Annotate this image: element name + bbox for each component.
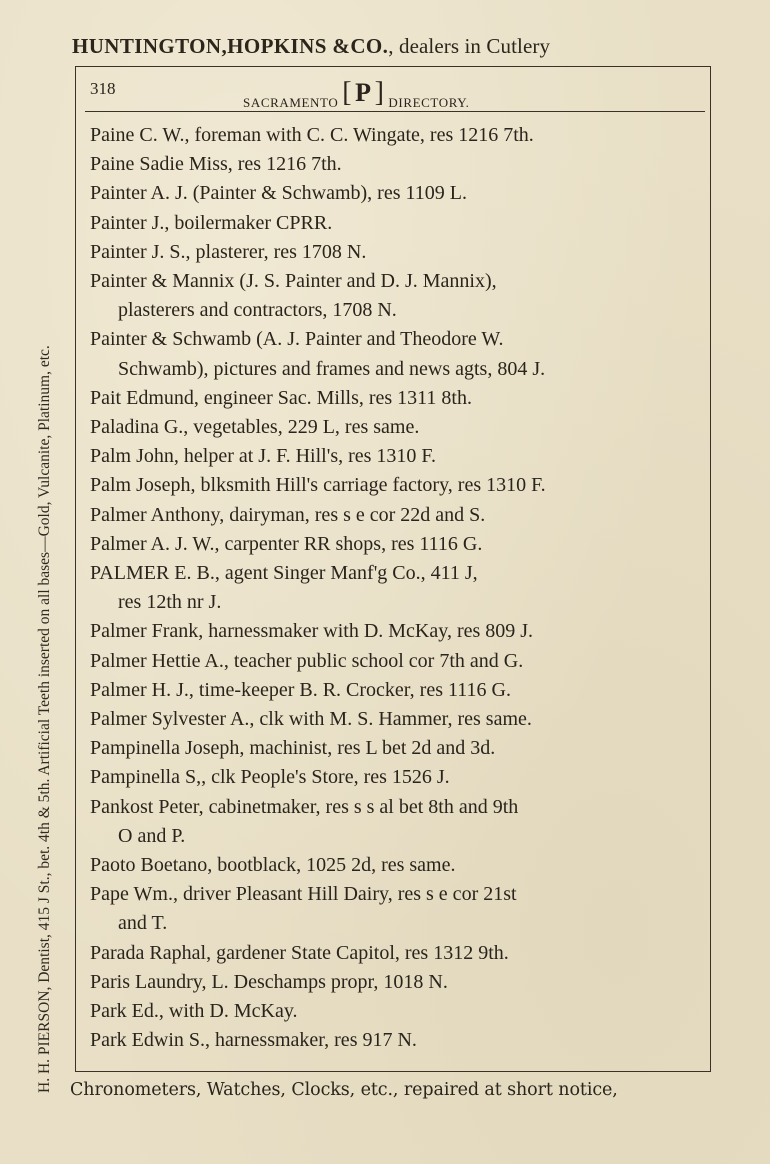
entry-text: Paine Sadie Miss, res 1216 7th. (90, 153, 342, 176)
directory-entry (90, 267, 705, 325)
directory-entry (90, 939, 705, 968)
directory-entry (90, 763, 705, 792)
entry-text: Painter A. J. (Painter & Schwamb), res 1109 L. (90, 182, 467, 205)
directory-entry (90, 676, 705, 705)
entry-text: Painter & Mannix (J. S. Painter and D. J. Mannix), (90, 270, 497, 293)
entry-text: Palmer A. J. W., carpenter RR shops, res 1116 G. (90, 532, 483, 555)
entry-continuation: O and P. (118, 824, 186, 847)
entry-text: Paris Laundry, L. Deschamps propr, 1018 N. (90, 970, 448, 993)
entry-text: Palmer Sylvester A., clk with M. S. Hammer, res same. (90, 708, 532, 731)
directory-entry (90, 997, 705, 1026)
page-number: 318 (90, 79, 116, 98)
directory-entry (90, 238, 705, 267)
entry-text: Painter J., boilermaker CPRR. (90, 211, 333, 234)
entry-text: Painter J. S., plasterer, res 1708 N. (90, 240, 367, 263)
entry-continuation: and T. (118, 912, 168, 935)
top-advertisement-banner (72, 33, 722, 59)
directory-entry (90, 647, 705, 676)
entry-text: Pampinella Joseph, machinist, res L bet 2d and 3d. (90, 737, 496, 760)
bracket-open-icon: [ (342, 77, 353, 108)
directory-entry (90, 968, 705, 997)
entry-text: Paoto Boetano, bootblack, 1025 2d, res same. (90, 854, 456, 877)
directory-entry (90, 734, 705, 763)
directory-entry (90, 559, 705, 617)
entry-continuation: Schwamb), pictures and frames and news agts, 804 J. (118, 357, 546, 380)
running-header (88, 74, 703, 108)
running-title (243, 76, 469, 108)
advertiser-name: HUNTINGTON,HOPKINS &CO. (72, 34, 389, 58)
bracket-close-icon: ] (374, 77, 385, 108)
entry-text: Parada Raphal, gardener State Capitol, res 1312 9th. (90, 941, 509, 964)
entry-text: Paine C. W., foreman with C. C. Wingate, res 1216 7th. (90, 124, 534, 146)
advertiser-tagline: , dealers in Cutlery (388, 34, 551, 58)
entry-continuation: plasterers and contractors, 1708 N. (118, 299, 397, 322)
entry-text: Palmer Frank, harnessmaker with D. McKay, res 809 J. (90, 620, 534, 643)
entry-text: Pankost Peter, cabinetmaker, res s s al bet 8th and 9th (90, 795, 519, 818)
entry-text: Palmer Anthony, dairyman, res s e cor 22d and S. (90, 503, 486, 526)
bottom-advertisement-banner: Chronometers, Watches, Clocks, etc., repaired at short notice, (70, 1080, 618, 1100)
entry-text: Palm Joseph, blksmith Hill's carriage factory, res 1310 F. (90, 474, 546, 497)
directory-entry (90, 150, 705, 179)
directory-entry (90, 384, 705, 413)
entry-text: PALMER E. B., agent Singer Manf'g Co., 411 J, (90, 562, 478, 585)
side-advertisement-banner: H. H. PIERSON, Dentist, 415 J St., bet. 4th & 5th. Artificial Teeth inserted on all bases—Gold, Vulcanite, Platinum, etc. (36, 345, 53, 1093)
entry-text: Park Ed., with D. McKay. (90, 1000, 298, 1023)
directory-entry (90, 793, 705, 851)
running-title-left: SACRAMENTO (243, 95, 339, 110)
header-divider (85, 111, 705, 112)
directory-entry (90, 325, 705, 383)
entry-text: Painter & Schwamb (A. J. Painter and Theodore W. (90, 328, 504, 351)
directory-entry (90, 1026, 705, 1055)
directory-entry (90, 851, 705, 880)
directory-entry (90, 501, 705, 530)
running-title-right: DIRECTORY. (388, 95, 470, 110)
section-letter: P (355, 78, 372, 107)
entry-text: Palm John, helper at J. F. Hill's, res 1310 F. (90, 445, 436, 468)
directory-entry (90, 705, 705, 734)
directory-entries (90, 121, 705, 1056)
directory-entry (90, 471, 705, 500)
directory-entry (90, 121, 705, 150)
entry-text: Palmer H. J., time-keeper B. R. Crocker, res 1116 G. (90, 678, 511, 701)
directory-entry (90, 179, 705, 208)
directory-entry (90, 617, 705, 646)
entry-text: Pape Wm., driver Pleasant Hill Dairy, res s e cor 21st (90, 883, 517, 906)
directory-entry (90, 530, 705, 559)
entry-text: Park Edwin S., harnessmaker, res 917 N. (90, 1029, 417, 1052)
directory-entry (90, 413, 705, 442)
entry-continuation: res 12th nr J. (118, 591, 222, 614)
entry-text: Pait Edmund, engineer Sac. Mills, res 1311 8th. (90, 386, 472, 409)
directory-entry (90, 880, 705, 938)
entry-text: Paladina G., vegetables, 229 L, res same. (90, 416, 420, 439)
directory-entry (90, 209, 705, 238)
entry-text: Pampinella S,, clk People's Store, res 1526 J. (90, 766, 450, 789)
entry-text: Palmer Hettie A., teacher public school cor 7th and G. (90, 649, 524, 672)
directory-entry (90, 442, 705, 471)
